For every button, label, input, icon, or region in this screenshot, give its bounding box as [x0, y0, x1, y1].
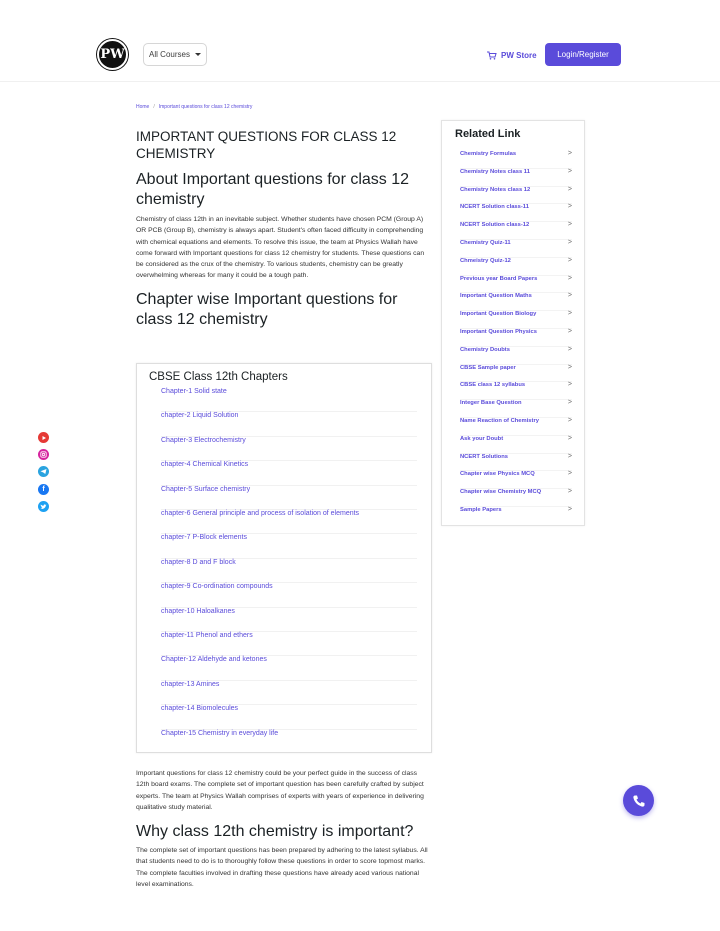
chevron-right-icon: >: [567, 274, 572, 282]
caret-down-icon: [195, 53, 201, 56]
related-link-label: Important Question Physics: [460, 329, 537, 335]
related-link[interactable]: [460, 418, 572, 436]
related-link[interactable]: [460, 293, 572, 311]
chapter-link[interactable]: [161, 656, 417, 680]
chapter-link[interactable]: [161, 705, 417, 729]
related-link[interactable]: [460, 151, 572, 169]
chapter-link-label: chapter-14 Biomolecules: [161, 705, 239, 713]
related-link-label: Important Question Maths: [460, 293, 532, 300]
related-link-label: Name Reaction of Chemistry: [460, 418, 539, 424]
related-link[interactable]: [460, 382, 572, 400]
related-link[interactable]: [460, 311, 572, 329]
related-link-label: Chemistry Doubts: [460, 346, 510, 353]
chapter-link[interactable]: [161, 534, 417, 558]
chapter-link[interactable]: [161, 583, 417, 607]
related-link[interactable]: [460, 329, 572, 347]
about-heading: About Important questions for class 12 chemistry: [136, 171, 410, 208]
all-courses-dropdown[interactable]: [143, 43, 207, 66]
call-button[interactable]: [623, 785, 654, 816]
chapter-link[interactable]: [161, 730, 417, 754]
chapter-link-label: chapter-10 Haloalkanes: [161, 607, 235, 615]
login-register-button[interactable]: [545, 43, 621, 66]
related-link[interactable]: [460, 365, 572, 383]
why-paragraph: The complete set of important questions has been prepared by adhering to the latest syllabus. All that students need to do is to thoroughly follow these questions in order to score topmost marks. The complete faculties involved in drafting these questions have already aced various national level examinations.: [136, 847, 428, 889]
related-link-label: Chemistry Notes class 11: [460, 168, 530, 175]
chapter-link-label: Chapter-5 Surface chemistry: [161, 485, 251, 493]
login-register-label: Login/Register: [557, 50, 609, 59]
chapter-link-label: chapter-8 D and F block: [161, 558, 236, 566]
chevron-right-icon: >: [567, 310, 572, 318]
pw-logo[interactable]: [97, 39, 128, 70]
chapter-link[interactable]: [161, 412, 417, 436]
chapter-link-label: chapter-7 P-Block elements: [161, 534, 247, 542]
chapters-list-box: [136, 363, 432, 753]
phone-icon: [632, 794, 646, 808]
related-link-label: Chapter wise Physics MCQ: [460, 471, 535, 478]
about-paragraph: Chemistry of class 12th in an inevitable subject. Whether students have chosen PCM (Group A) OR PCB (Group B), chemistry is always apart. Student's often faced difficulty in comprehending with chemical equations and elements. To resolve this issue, the team at Physics Wallah have come forward with Important questions for class 12 chemistry for students. These questions can be considered as the crux of the chemistry. To various students, chemistry can be greatly overwhelming whereas for many it could be a tough path.: [136, 216, 425, 280]
chevron-right-icon: >: [567, 292, 572, 300]
chevron-right-icon: >: [567, 256, 572, 264]
pw-store-link[interactable]: [487, 51, 537, 60]
chevron-right-icon: >: [567, 239, 572, 246]
chapter-link[interactable]: [161, 461, 417, 485]
play-icon: [41, 435, 47, 441]
chapter-link[interactable]: [161, 681, 417, 705]
related-link-label: CBSE class 12 syllabus: [460, 382, 526, 389]
chevron-right-icon: >: [567, 167, 572, 175]
related-link[interactable]: [460, 169, 572, 187]
related-link[interactable]: [460, 471, 572, 489]
related-links-box: [441, 120, 585, 526]
chevron-right-icon: >: [567, 345, 572, 353]
chapter-wise-heading: Chapter wise Important questions for class 12 chemistry: [136, 290, 398, 328]
chapter-link-label: chapter-9 Co-ordination compounds: [161, 583, 273, 591]
chapter-link-label: Chapter-3 Electrochemistry: [161, 436, 246, 444]
chevron-right-icon: >: [567, 363, 572, 371]
related-link[interactable]: [460, 347, 572, 365]
chevron-right-icon: >: [567, 328, 572, 335]
related-link[interactable]: [460, 204, 572, 222]
related-link[interactable]: [460, 187, 572, 205]
related-link-label: NCERT Solution class-12: [460, 222, 530, 229]
related-link-label: Sample Papers: [460, 507, 502, 513]
chevron-right-icon: >: [567, 506, 572, 513]
related-link-label: NCERT Solution class-11: [460, 204, 529, 211]
chapter-link-label: chapter-4 Chemical Kinetics: [161, 461, 249, 469]
related-links-title: Related Link: [455, 128, 521, 140]
all-courses-label: All Courses: [149, 50, 190, 59]
chevron-right-icon: >: [567, 488, 572, 496]
related-link[interactable]: [460, 507, 572, 525]
related-link-label: CBSE Sample paper: [460, 364, 516, 371]
breadcrumb: [136, 104, 252, 110]
twitter-icon[interactable]: [38, 501, 49, 512]
chevron-right-icon: >: [567, 203, 572, 211]
pw-store-label: PW Store: [501, 51, 537, 60]
chapter-link-label: Chapter-15 Chemistry in everyday life: [161, 729, 279, 737]
related-link-label: Chemistry Quiz-11: [460, 240, 511, 246]
chapter-link-label: chapter-13 Amines: [161, 680, 220, 688]
paper-plane-icon: [40, 468, 47, 475]
related-link-label: Integer Base Question: [460, 400, 522, 407]
chevron-right-icon: >: [567, 452, 572, 460]
why-heading: Why class 12th chemistry is important?: [136, 823, 414, 841]
related-link[interactable]: [460, 400, 572, 418]
breadcrumb-current[interactable]: Important questions for class 12 chemistry: [158, 104, 253, 110]
related-link-label: NCERT Solutions: [460, 453, 508, 460]
cart-icon: [487, 51, 497, 60]
telegram-icon[interactable]: [38, 466, 49, 477]
related-link[interactable]: [460, 276, 572, 294]
related-link-label: Chmeistry Quiz-12: [460, 257, 511, 264]
chevron-right-icon: >: [567, 417, 572, 424]
camera-icon: [40, 451, 47, 458]
guide-paragraph: Important questions for class 12 chemistry could be your perfect guide in the success of class 12th board exams. The complete set of important question has been carefully crafted by subject experts. The team at Physics Wallah comprises of experts with years of experience in delivering qualitative study material.: [136, 770, 424, 811]
youtube-icon[interactable]: [38, 432, 49, 443]
chevron-right-icon: >: [567, 221, 572, 229]
chapter-link[interactable]: [161, 559, 417, 583]
related-link[interactable]: [460, 436, 572, 454]
chapters-title: CBSE Class 12th Chapters: [149, 371, 288, 383]
facebook-icon[interactable]: [38, 484, 49, 495]
bird-icon: [40, 504, 47, 510]
chevron-right-icon: >: [567, 150, 572, 157]
facebook-glyph: f: [42, 486, 45, 493]
chapter-link[interactable]: [161, 486, 417, 510]
chapter-link-label: chapter-2 Liquid Solution: [161, 412, 239, 420]
chapter-link[interactable]: [161, 608, 417, 632]
related-link[interactable]: [460, 222, 572, 240]
related-link-label: Important Question Biology: [460, 311, 537, 318]
article: [136, 128, 432, 330]
instagram-icon[interactable]: [38, 449, 49, 460]
chapter-link-label: Chapter-1 Solid state: [161, 388, 227, 395]
chapter-link-label: chapter-11 Phenol and ethers: [161, 632, 253, 639]
related-link-label: Chemistry Notes class 12: [460, 186, 531, 193]
page-title: IMPORTANT QUESTIONS FOR CLASS 12 CHEMISTRY: [136, 129, 397, 161]
related-link-label: Previous year Board Papers: [460, 275, 538, 282]
chapter-link[interactable]: [161, 388, 417, 412]
chevron-right-icon: >: [567, 399, 572, 407]
chapter-link[interactable]: [161, 632, 417, 656]
related-link[interactable]: [460, 240, 572, 258]
chevron-right-icon: >: [567, 381, 572, 389]
related-link-label: Ask your Doubt: [460, 435, 504, 442]
chapter-link[interactable]: [161, 510, 417, 534]
breadcrumb-home[interactable]: Home: [136, 104, 150, 110]
breadcrumb-separator: /: [153, 104, 155, 110]
chevron-right-icon: >: [567, 470, 572, 478]
related-link-label: Chapter wise Chemistry MCQ: [460, 489, 542, 496]
related-link-label: Chemistry Formulas: [460, 151, 517, 157]
site-header: [0, 0, 720, 82]
related-link[interactable]: [460, 258, 572, 276]
chapter-link-label: chapter-6 General principle and process of isolation of elements: [161, 510, 360, 517]
article-lower: [136, 768, 432, 890]
logo-text: PW: [100, 47, 125, 62]
chapter-link-label: Chapter-12 Aldehyde and ketones: [161, 656, 267, 664]
chevron-right-icon: >: [567, 434, 572, 442]
related-link[interactable]: [460, 454, 572, 472]
chapter-link[interactable]: [161, 437, 417, 461]
chevron-right-icon: >: [567, 185, 572, 193]
related-link[interactable]: [460, 489, 572, 507]
